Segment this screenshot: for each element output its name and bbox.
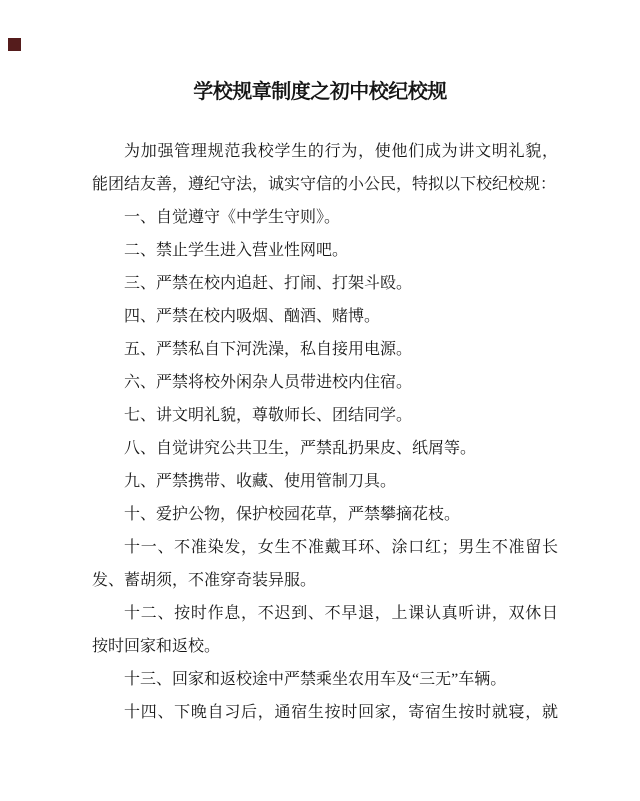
text-line: 十二、按时作息，不迟到、不早退，上课认真听讲，双休日	[124, 605, 558, 622]
text-line: 能团结友善，遵纪守法，诚实守信的小公民，特拟以下校纪校规：	[92, 176, 557, 193]
text-line: 发、蓄胡须，不准穿奇装异服。	[92, 572, 317, 589]
text-line: 九、严禁携带、收藏、使用管制刀具。	[124, 473, 397, 490]
corner-marker	[8, 38, 21, 51]
text-line: 十四、下晚自习后，通宿生按时回家，寄宿生按时就寝，就	[124, 704, 558, 721]
text-line: 一、自觉遵守《中学生守则》。	[124, 209, 341, 226]
text-line: 五、严禁私自下河洗澡，私自接用电源。	[124, 341, 413, 358]
text-line: 七、讲文明礼貌，尊敬师长、团结同学。	[124, 407, 413, 424]
text-line: 十一、不准染发，女生不准戴耳环、涂口红；男生不准留长	[124, 539, 558, 556]
document-body	[92, 135, 558, 729]
text-line: 二、禁止学生进入营业性网吧。	[124, 242, 349, 259]
text-line: 十三、回家和返校途中严禁乘坐农用车及“三无”车辆。	[124, 671, 507, 688]
text-line: 为加强管理规范我校学生的行为，使他们成为讲文明礼貌，	[124, 143, 558, 160]
text-line: 十、爱护公物，保护校园花草，严禁攀摘花枝。	[124, 506, 461, 523]
text-line: 按时回家和返校。	[92, 638, 221, 655]
text-line: 三、严禁在校内追赶、打闹、打架斗殴。	[124, 275, 413, 292]
text-line: 六、严禁将校外闲杂人员带进校内住宿。	[124, 374, 413, 391]
text-line: 八、自觉讲究公共卫生，严禁乱扔果皮、纸屑等。	[124, 440, 477, 457]
document-title: 学校规章制度之初中校纪校规	[193, 81, 447, 103]
text-line: 四、严禁在校内吸烟、酗酒、赌博。	[124, 308, 381, 325]
